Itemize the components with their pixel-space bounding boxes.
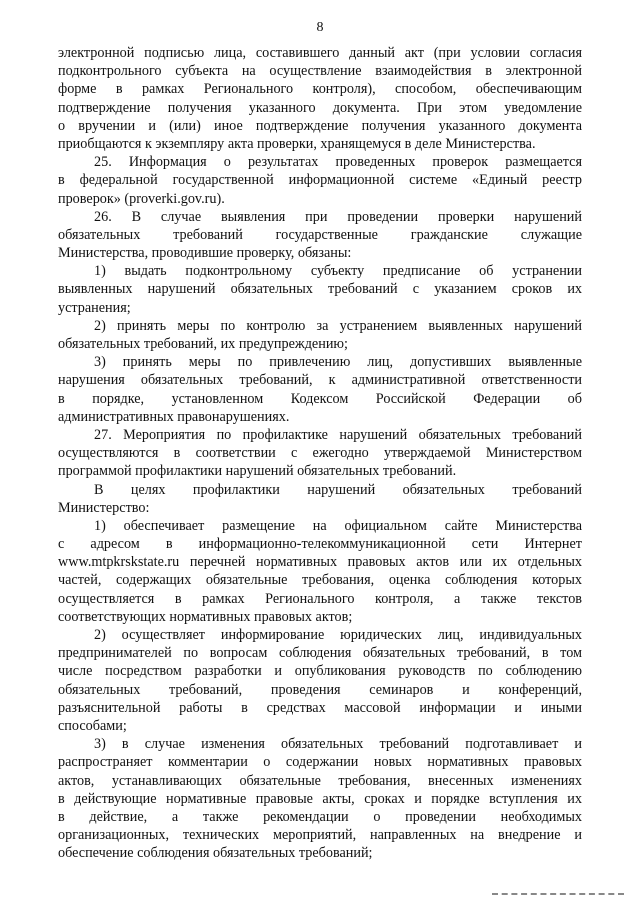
- text-line: приобщаются к экземпляру акта проверки, хранящемуся в деле Министерства.: [58, 135, 536, 152]
- text-line: подконтрольного субъекта на осуществление взаимодействия в электронной: [58, 63, 582, 80]
- text-line: www.mtpkrskstate.ru перечней нормативных правовых актов или их отдельных: [58, 554, 582, 571]
- text-line: программой профилактики нарушений обязательных требований.: [58, 463, 457, 480]
- text-line: распространяет комментарии о содержании новых нормативных правовых: [58, 754, 582, 771]
- document-body: [58, 44, 582, 862]
- text-line: В целях профилактики нарушений обязательных требований: [94, 481, 582, 498]
- text-line: нарушения обязательных требований, к административной ответственности: [58, 372, 582, 389]
- text-line: 3) в случае изменения обязательных требований подготавливает и: [94, 736, 582, 753]
- text-line: осуществляются в соответствии с ежегодно утверждаемой Министерством: [58, 445, 582, 462]
- text-line: числе посредством разработки и опубликования руководств по соблюдению: [58, 663, 582, 680]
- text-line: Министерства, проводившие проверку, обязаны:: [58, 245, 352, 262]
- text-line: обязательных требований, проведения семинаров и конференций,: [58, 681, 582, 698]
- text-line: 1) обеспечивает размещение на официальном сайте Министерства: [94, 517, 582, 534]
- text-line: электронной подписью лица, составившего данный акт (при условии согласия: [58, 45, 582, 61]
- text-line: обязательных требований, их предупреждению;: [58, 336, 348, 352]
- text-line: 3) принять меры по привлечению лиц, допустивших выявленные: [94, 354, 582, 371]
- text-line: форме в рамках Регионального контроля), способом, обеспечивающим: [58, 81, 582, 98]
- text-line: о вручении и (или) иное подтверждение получения указанного документа: [58, 117, 582, 134]
- text-line: в действующие нормативные правовые акты, сроках и порядке вступления их: [58, 790, 582, 807]
- text-line: 1) выдать подконтрольному субъекту предписание об устранении: [94, 263, 582, 280]
- text-line: осуществляется в рамках Регионального контроля, а также текстов: [58, 590, 582, 607]
- text-line: 2) осуществляет информирование юридических лиц, индивидуальных: [94, 627, 582, 643]
- text-line: частей, содержащих обязательные требования, оценка соблюдения которых: [58, 572, 582, 589]
- text-line: 26. В случае выявления при проведении проверки нарушений: [94, 208, 582, 225]
- text-line: обеспечение соблюдения обязательных требований;: [58, 845, 373, 862]
- text-line: устранения;: [58, 299, 131, 316]
- text-line: соответствующих нормативных правовых актов;: [58, 608, 353, 625]
- text-line: в порядке, установленном Кодексом Российской Федерации об: [58, 390, 582, 407]
- text-line: 25. Информация о результатах проведенных проверок размещается: [94, 154, 582, 171]
- page-number: 8: [316, 20, 324, 35]
- text-line: 2) принять меры по контролю за устранением выявленных нарушений: [94, 317, 582, 334]
- text-line: Министерство:: [58, 499, 150, 516]
- text-line: предпринимателей по вопросам соблюдения обязательных требований, в том: [58, 645, 582, 662]
- text-line: выявленных нарушений обязательных требований с указанием сроков их: [58, 281, 582, 298]
- text-line: организационных, технических мероприятий, направленных на внедрение и: [58, 827, 582, 844]
- text-line: актов, устанавливающих обязательные требования, внесенных изменениях: [58, 772, 582, 789]
- text-line: обязательных требований государственные гражданские служащие: [58, 226, 582, 243]
- scan-edge-mark: [492, 893, 624, 905]
- text-line: административных правонарушениях.: [58, 408, 290, 425]
- text-line: в действие, а также рекомендации о проведении необходимых: [58, 808, 582, 825]
- text-line: 27. Мероприятия по профилактике нарушений обязательных требований: [94, 426, 582, 443]
- text-line: с адресом в информационно-телекоммуникационной сети Интернет: [58, 536, 582, 553]
- text-line: подтверждение получения указанного документа. При этом уведомление: [58, 99, 582, 116]
- text-line: проверок» (proverki.gov.ru).: [58, 190, 225, 207]
- text-line: способами;: [58, 717, 127, 734]
- text-line: в федеральной государственной информационной системе «Единый реестр: [58, 172, 582, 189]
- text-line: разъяснительной работы в средствах массовой информации и иными: [58, 699, 582, 716]
